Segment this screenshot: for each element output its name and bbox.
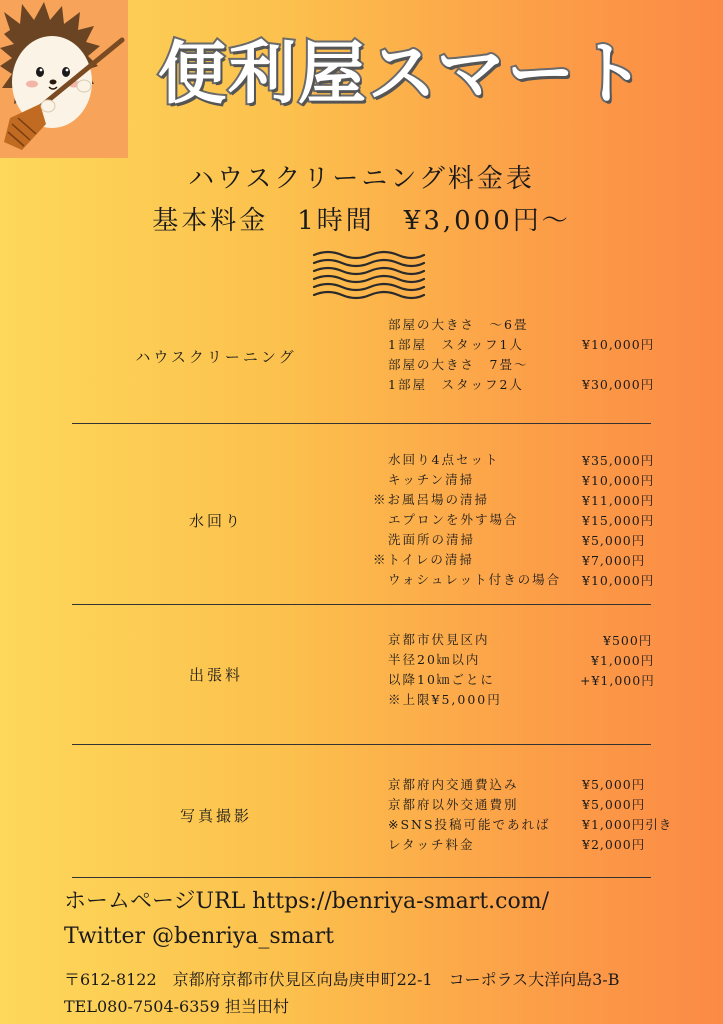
list-item: ※トイレの清掃: [373, 552, 474, 567]
homepage-url-link[interactable]: ホームページURL https://benriya-smart.com/: [64, 889, 549, 914]
list-item: ※SNS投稿可能であれば: [388, 817, 551, 832]
section-label-house-cleaning: ハウスクリーニング: [135, 348, 297, 366]
list-item: ※上限¥5,000円: [388, 692, 502, 707]
list-item: 以降10㎞ごとに: [388, 672, 495, 687]
price-value: +¥1,000円: [580, 673, 655, 688]
price-value: ¥7,000円: [582, 553, 646, 568]
price-value: ¥10,000円: [582, 337, 655, 352]
list-item: 京都府以外交通費別: [388, 797, 519, 812]
price-value: ¥500円: [603, 633, 653, 648]
section-divider: [72, 604, 651, 605]
list-item: 洗面所の清掃: [388, 532, 476, 547]
list-item: キッチン清掃: [388, 472, 475, 487]
list-item: エプロンを外す場合: [388, 512, 519, 527]
price-list-heading: ハウスクリーニング料金表: [188, 164, 535, 194]
list-item: ※お風呂場の清掃: [373, 492, 490, 507]
price-value: ¥5,000円: [582, 777, 646, 792]
price-value: ¥15,000円: [582, 513, 655, 528]
page-title: 便利屋スマート: [158, 35, 647, 114]
price-value: ¥1,000円: [591, 653, 655, 668]
base-fee-heading: 基本料金 1時間 ¥3,000円～: [152, 206, 571, 236]
list-item: 部屋の大きさ ～6畳: [388, 317, 529, 332]
price-value: ¥5,000円: [582, 533, 646, 548]
list-item: 京都市伏見区内: [388, 632, 490, 647]
section-divider: [72, 423, 651, 424]
twitter-handle-link[interactable]: Twitter @benriya_smart: [64, 924, 334, 949]
section-divider: [72, 877, 651, 878]
list-item: レタッチ料金: [388, 837, 475, 852]
section-divider: [72, 744, 651, 745]
price-value: ¥1,000円引き: [582, 817, 673, 832]
list-item: 京都府内交通費込み: [388, 777, 519, 792]
list-item: 1部屋 スタッフ2人: [388, 377, 524, 392]
section-label-water-areas: 水回り: [188, 512, 243, 530]
list-item: 水回り4点セット: [388, 452, 500, 467]
list-item: 1部屋 スタッフ1人: [388, 337, 524, 352]
price-value: ¥35,000円: [582, 453, 655, 468]
list-item: 半径20㎞以内: [388, 652, 481, 667]
price-value: ¥11,000円: [582, 493, 655, 508]
hedgehog-logo-icon: [0, 0, 128, 158]
price-value: ¥5,000円: [582, 797, 646, 812]
price-value: ¥10,000円: [582, 473, 655, 488]
address-text: 〒612-8122 京都府京都市伏見区向島庚申町22-1 コーポラス大洋向島3-B: [64, 970, 620, 989]
phone-contact-text: TEL080-7504-6359 担当田村: [64, 997, 289, 1016]
wave-lines-icon: [312, 249, 426, 305]
section-label-travel-fee: 出張料: [188, 666, 243, 684]
section-label-photography: 写真撮影: [179, 807, 252, 825]
price-value: ¥10,000円: [582, 573, 655, 588]
price-value: ¥2,000円: [582, 837, 646, 852]
price-value: ¥30,000円: [582, 377, 655, 392]
list-item: 部屋の大きさ 7畳～: [388, 357, 529, 372]
list-item: ウォシュレット付きの場合: [388, 572, 562, 587]
